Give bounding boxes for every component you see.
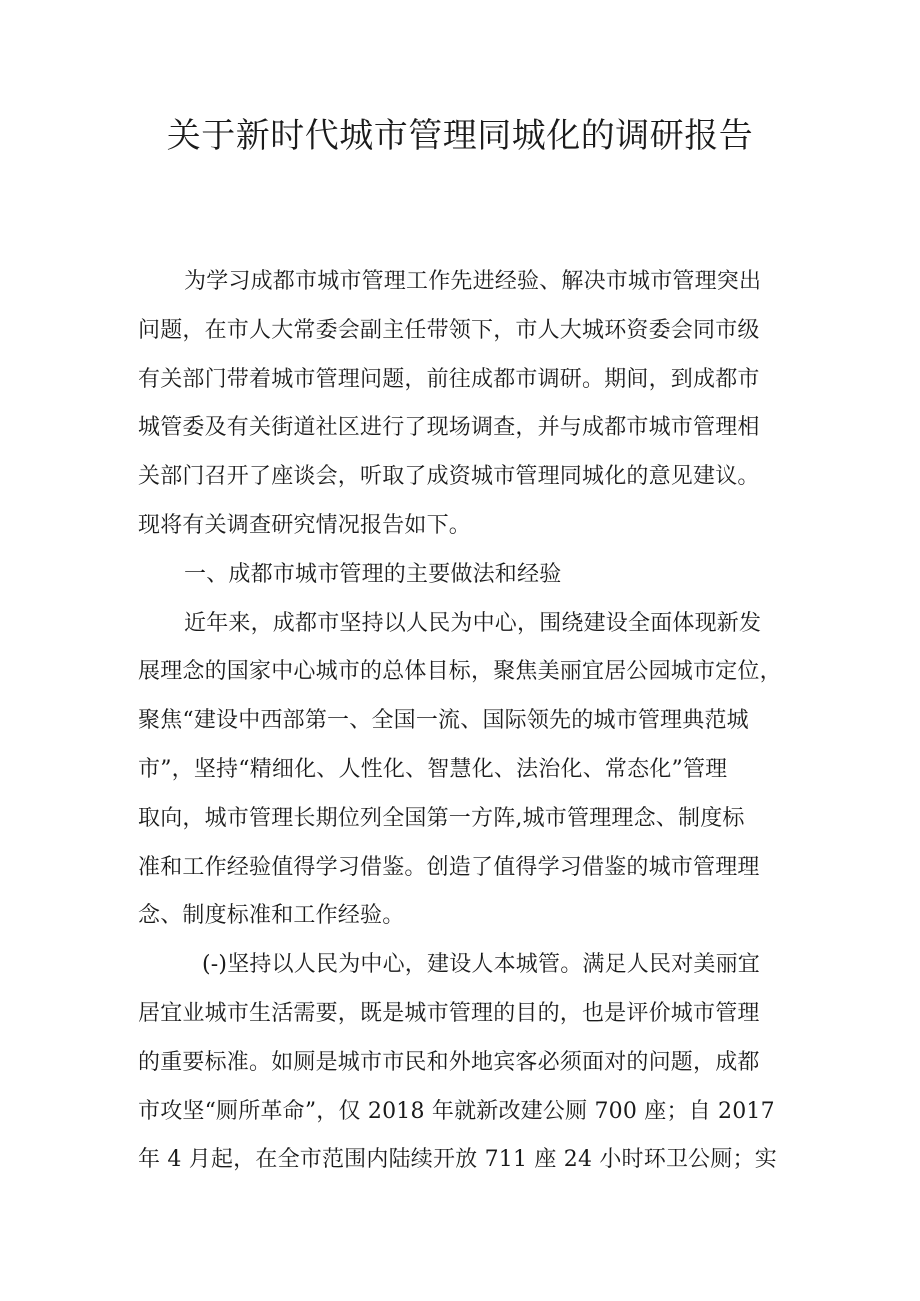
document-title: 关于新时代城市管理同城化的调研报告 (166, 116, 754, 156)
paragraph-line: 为学习成都市城市管理工作先进经验、解决市城市管理突出 (184, 269, 762, 294)
paragraph-line: 市”，坚持“精细化、人性化、智慧化、法治化、常态化”管理 (138, 756, 728, 782)
paragraph-line: 聚焦“建设中西部第一、全国一流、国际领先的城市管理典范城 (138, 708, 749, 734)
paragraph-line: 念、制度标准和工作经验。 (138, 903, 405, 929)
section-heading: 一、成都市城市管理的主要做法和经验 (184, 561, 562, 587)
paragraph-line: 居宜业城市生活需要，既是城市管理的目的，也是评价城市管理 (138, 1000, 760, 1026)
paragraph-line: 准和工作经验值得学习借鉴。创造了值得学习借鉴的城市管理理 (138, 854, 760, 880)
paragraph-line: 的重要标准。如厕是城市市民和外地宾客必须面对的问题，成都 (138, 1049, 760, 1075)
paragraph-line: 现将有关调查研究情况报告如下。 (138, 512, 472, 538)
paragraph-line: 关部门召开了座谈会，听取了成资城市管理同城化的意见建议。 (138, 464, 760, 490)
paragraph-line: 问题，在市人大常委会副主任带领下，市人大城环资委会同市级 (138, 317, 760, 343)
paragraph-line: 展理念的国家中心城市的总体目标，聚焦美丽宜居公园城市定位， (138, 659, 782, 685)
subsection-line: (-)坚持以人民为中心，建设人本城管。满足人民对美丽宜 (202, 952, 761, 978)
paragraph-line: 年 4 月起，在全市范围内陆续开放 711 座 24 小时环卫公厕；实 (138, 1147, 777, 1173)
document-body (138, 258, 798, 1185)
paragraph-line: 取向，城市管理长期位列全国第一方阵,城市管理理念、制度标 (138, 805, 745, 831)
paragraph-line: 有关部门带着城市管理问题，前往成都市调研。期间，到成都市 (138, 366, 760, 392)
paragraph-line: 城管委及有关街道社区进行了现场调查，并与成都市城市管理相 (138, 415, 760, 441)
paragraph-line: 近年来，成都市坚持以人民为中心，围绕建设全面体现新发 (184, 610, 762, 636)
paragraph-line: 市攻坚“厕所革命”，仅 2018 年就新改建公厕 700 座；自 2017 (138, 1098, 775, 1124)
